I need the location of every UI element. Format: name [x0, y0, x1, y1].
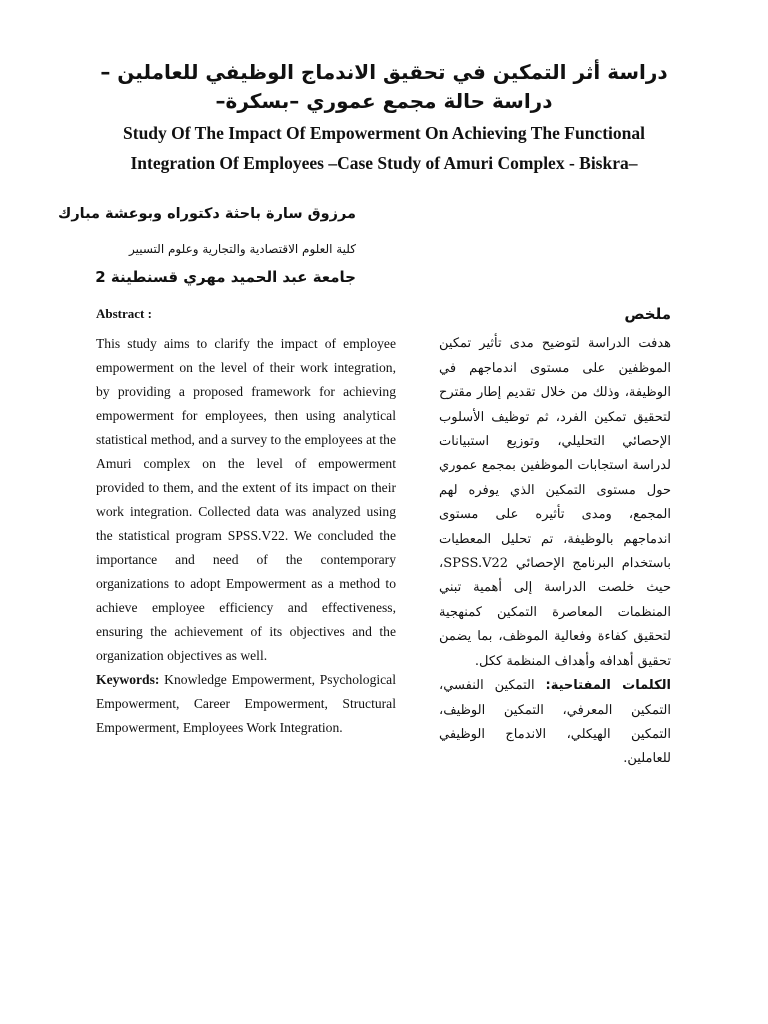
university: جامعة عبد الحميد مهري قسنطينة 2 — [95, 268, 356, 286]
abstract-heading: Abstract : — [96, 306, 152, 321]
arabic-abstract-body: هدفت الدراسة لتوضيح مدى تأثير تمكين الموظفين على مستوى اندماجهم في الوظيفة، وذلك من خلال تقديم إطار مقترح لتحقيق تمكين الفرد، ثم توظيف الأسلوب الإحصائي التحليلي، وتوزيع استبيانات لدراسة استجابات الموظفين بمجمع عموري حول مستوى التمكين الذي يوفره لهم المجمع، ومدى تأثيره على مستوى اندماجهم بالوظيفة، تم تحليل المعطيات باستخدام البرنامج الإحصائي SPSS.V22، حيث خلصت الدراسة إلى أهمية تبني المنظمات المعاصرة التمكين كمنهجية لتحقيق كفاءة وفعالية الموظف، بما يضمن تحقيق أهدافه وأهداف المنظمة ككل. — [439, 336, 671, 669]
arabic-keywords-list: التمكين النفسي، التمكين المعرفي، التمكين الوظيف، التمكين الهيكلي، الاندماج الوظيفي للعاملين. — [439, 678, 671, 767]
keywords-label: Keywords: — [96, 672, 160, 687]
keywords-list: Knowledge Empowerment, Psychological Empowerment, Career Empowerment, Structural Empowerment, Employees Work Integration. — [96, 672, 396, 735]
english-title: Study Of The Impact Of Empowerment On Achieving The Functional Integration Of Employees –Case Study of Amuri Complex - Biskra– — [123, 123, 645, 173]
arabic-title: دراسة أثر التمكين في تحقيق الاندماج الوظيفي للعاملين – دراسة حالة مجمع عموري –بسكرة– — [100, 60, 668, 113]
arabic-abstract-column — [439, 302, 671, 772]
english-abstract-column — [96, 302, 396, 740]
arabic-keywords-label: الكلمات المفتاحية: — [545, 678, 672, 694]
faculty: كلية العلوم الاقتصادية والتجارية وعلوم التسيير — [128, 242, 356, 256]
arabic-keywords-paragraph — [439, 674, 671, 772]
arabic-abstract-heading: ملخص — [624, 305, 671, 323]
authors: مرزوق سارة باحثة دكتوراه وبوعشة مبارك — [58, 206, 356, 222]
abstract-body: This study aims to clarify the impact of employee empowerment on the level of their work integration, by providing a proposed framework for achieving empowerment for employees, then using analytical statistical method, and a survey to the employees at the Amuri complex on the level of empowerment provided to them, and the extent of its impact on their work integration. Collected data was analyzed using the statistical program SPSS.V22. We concluded the importance and need of the contemporary organizations to adopt Empowerment as a method to achieve employee efficiency and effectiveness, ensuring the achievement of its objectives and the organization objectives as well. — [96, 336, 396, 663]
keywords-paragraph — [96, 668, 396, 740]
